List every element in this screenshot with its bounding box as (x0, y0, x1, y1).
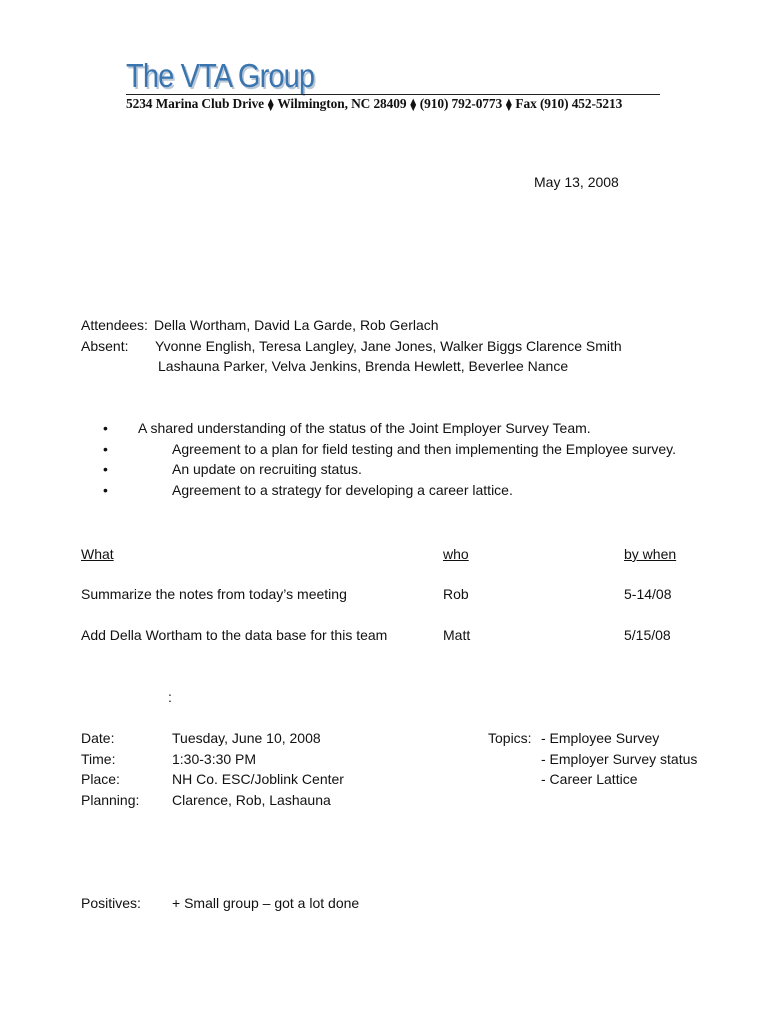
bullet-icon: • (103, 482, 108, 498)
meeting-topic-item: - Employee Survey (541, 730, 660, 746)
meeting-topic-item: - Employer Survey status (541, 751, 698, 767)
company-address (126, 96, 622, 113)
col-header-what: What (81, 546, 114, 562)
next-meeting-colon: : (168, 689, 172, 705)
meeting-date-label: Date: (81, 730, 115, 746)
address-street: 5234 Marina Club Drive (126, 96, 265, 111)
memo-date: May 13, 2008 (534, 174, 619, 190)
bullet-icon: • (103, 441, 108, 457)
action-item-what: Summarize the notes from today’s meeting (81, 586, 347, 602)
objective-item: Agreement to a plan for field testing and then implementing the Employee survey. (172, 441, 677, 457)
action-item-when: 5/15/08 (624, 627, 671, 643)
positives-value: + Small group – got a lot done (172, 895, 360, 911)
diamond-separator-icon: ⧫ (268, 99, 274, 111)
company-logo: The VTA Group (126, 57, 315, 94)
positives-label: Positives: (81, 895, 141, 911)
meeting-topic-item: - Career Lattice (541, 771, 638, 787)
meeting-place-value: NH Co. ESC/Joblink Center (172, 771, 344, 787)
diamond-separator-icon: ⧫ (506, 99, 512, 111)
action-item-who: Matt (443, 627, 471, 643)
meeting-topics-label: Topics: (488, 730, 532, 746)
col-header-who: who (443, 546, 469, 562)
meeting-time-label: Time: (81, 751, 116, 767)
absent-label: Absent: (81, 338, 129, 354)
meeting-time-value: 1:30-3:30 PM (172, 751, 257, 767)
col-header-when: by when (624, 546, 677, 562)
bullet-icon: • (103, 461, 108, 477)
objective-item: An update on recruiting status. (172, 461, 362, 477)
action-item-what: Add Della Wortham to the data base for this team (81, 627, 388, 643)
absent-list-line2: Lashauna Parker, Velva Jenkins, Brenda Hewlett, Beverlee Nance (158, 358, 569, 374)
action-item-when: 5-14/08 (624, 586, 672, 602)
diamond-separator-icon: ⧫ (410, 99, 416, 111)
objective-item: A shared understanding of the status of the Joint Employer Survey Team. (138, 420, 591, 436)
address-fax: Fax (910) 452-5213 (515, 96, 623, 111)
objective-item: Agreement to a strategy for developing a career lattice. (172, 482, 513, 498)
letterhead-divider (126, 94, 660, 95)
meeting-planning-label: Planning: (81, 792, 140, 808)
address-phone: (910) 792-0773 (419, 96, 503, 111)
meeting-place-label: Place: (81, 771, 120, 787)
attendees-list: Della Wortham, David La Garde, Rob Gerlach (154, 317, 439, 333)
bullet-icon: • (103, 420, 108, 436)
meeting-date-value: Tuesday, June 10, 2008 (172, 730, 321, 746)
address-city: Wilmington, NC 28409 (277, 96, 407, 111)
absent-list-line1: Yvonne English, Teresa Langley, Jane Jones, Walker Biggs Clarence Smith (155, 338, 622, 354)
attendees-label: Attendees: (81, 317, 148, 333)
meeting-planning-value: Clarence, Rob, Lashauna (172, 792, 331, 808)
action-item-who: Rob (443, 586, 469, 602)
